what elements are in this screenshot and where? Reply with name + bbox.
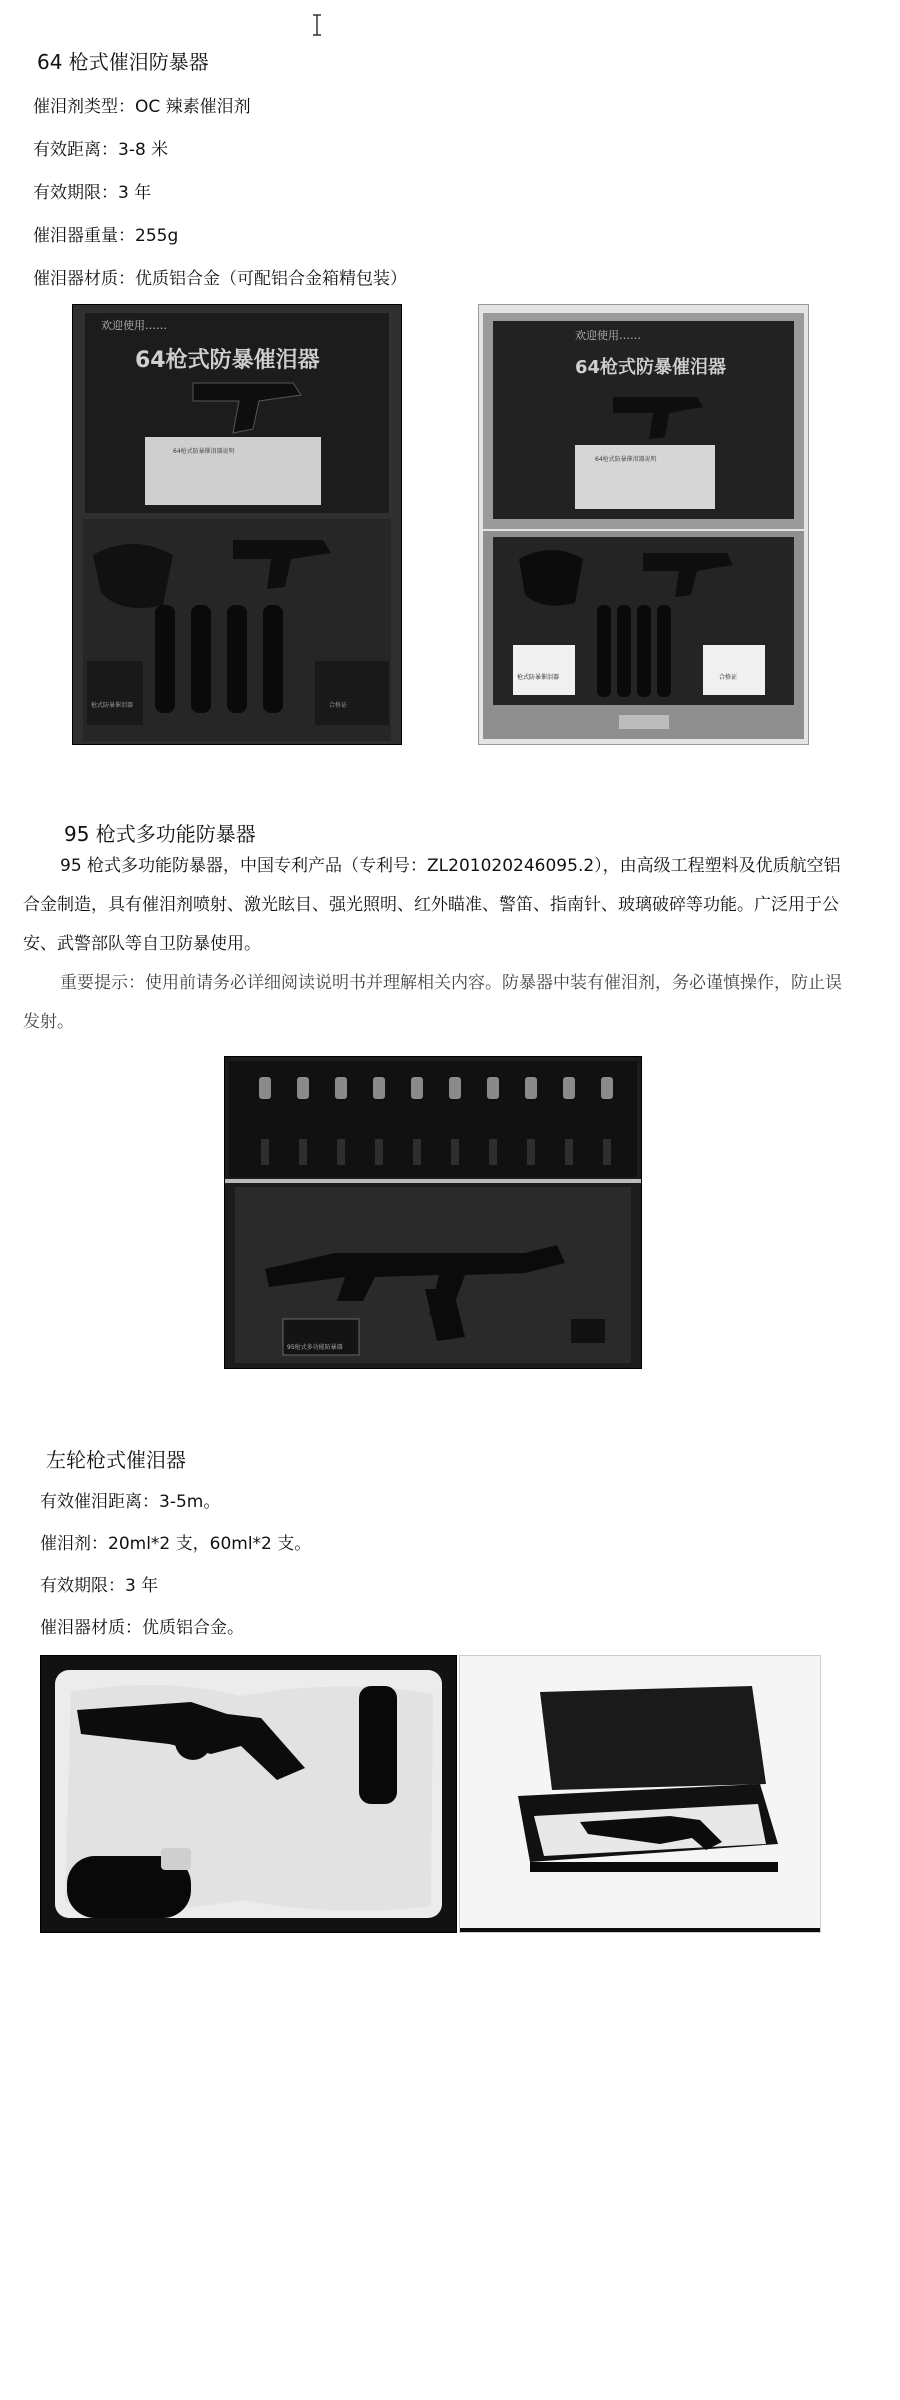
photo-header-text: 欢迎使用…… — [101, 319, 167, 332]
product-description: 95 枪式多功能防暴器，中国专利产品（专利号：ZL201020246095.2），由高级工程塑料及优质航空铝合金制造，具有催泪剂喷射、激光眩目、强光照明、红外瞄准、警笛、指南针、玻璃破碎等功能。广泛用于公安、武警部队等自卫防暴使用。 — [23, 856, 841, 954]
card-text: 合格证 — [719, 674, 738, 681]
manual-text: 64枪式防暴催泪器说明 — [595, 456, 657, 463]
spec-line: 催泪器材质：优质铝合金（可配铝合金箱精包装） — [33, 269, 407, 289]
photo-header-text: 欢迎使用…… — [575, 329, 641, 342]
product-photo-black-box — [459, 1655, 821, 1933]
card-text: 95枪式多功能防暴器 — [287, 1344, 343, 1351]
card-text: 合格证 — [329, 702, 348, 709]
product-photo-revolver-box — [40, 1655, 457, 1933]
case-latch — [619, 715, 669, 729]
section-title-64: 64 枪式催泪防暴器 — [37, 50, 209, 74]
photo-title-text: 64枪式防暴催泪器 — [135, 348, 320, 373]
spec-line: 催泪器材质：优质铝合金。 — [40, 1618, 244, 1638]
important-note: 重要提示：使用前请务必详细阅读说明书并理解相关内容。防暴器中装有催泪剂，务必谨慎操作，防止误发射。 — [23, 973, 842, 1032]
product-photo-64-dark — [72, 304, 402, 745]
text-cursor-icon — [311, 14, 323, 36]
section-title-95: 95 枪式多功能防暴器 — [64, 822, 256, 846]
spec-line: 有效距离：3-8 米 — [33, 140, 169, 160]
card-text: 枪式防暴催泪器 — [517, 674, 560, 681]
spec-line: 有效催泪距离：3-5m。 — [40, 1492, 221, 1512]
spec-line: 催泪剂：20ml*2 支，60ml*2 支。 — [40, 1534, 312, 1554]
section-title-revolver: 左轮枪式催泪器 — [46, 1448, 186, 1472]
spec-line: 有效期限：3 年 — [33, 183, 152, 203]
manual-text: 64枪式防暴催泪器说明 — [173, 448, 235, 455]
spec-line: 催泪器重量：255g — [33, 226, 179, 246]
spec-line: 有效期限：3 年 — [40, 1576, 159, 1596]
card-text: 枪式防暴催泪器 — [91, 702, 134, 709]
photo-title-text: 64枪式防暴催泪器 — [575, 357, 727, 378]
product-photo-64-aluminium — [478, 304, 809, 745]
spec-line: 催泪剂类型：OC 辣素催泪剂 — [33, 97, 251, 117]
holster-icon — [519, 550, 583, 606]
product-photo-95-case — [224, 1056, 642, 1369]
